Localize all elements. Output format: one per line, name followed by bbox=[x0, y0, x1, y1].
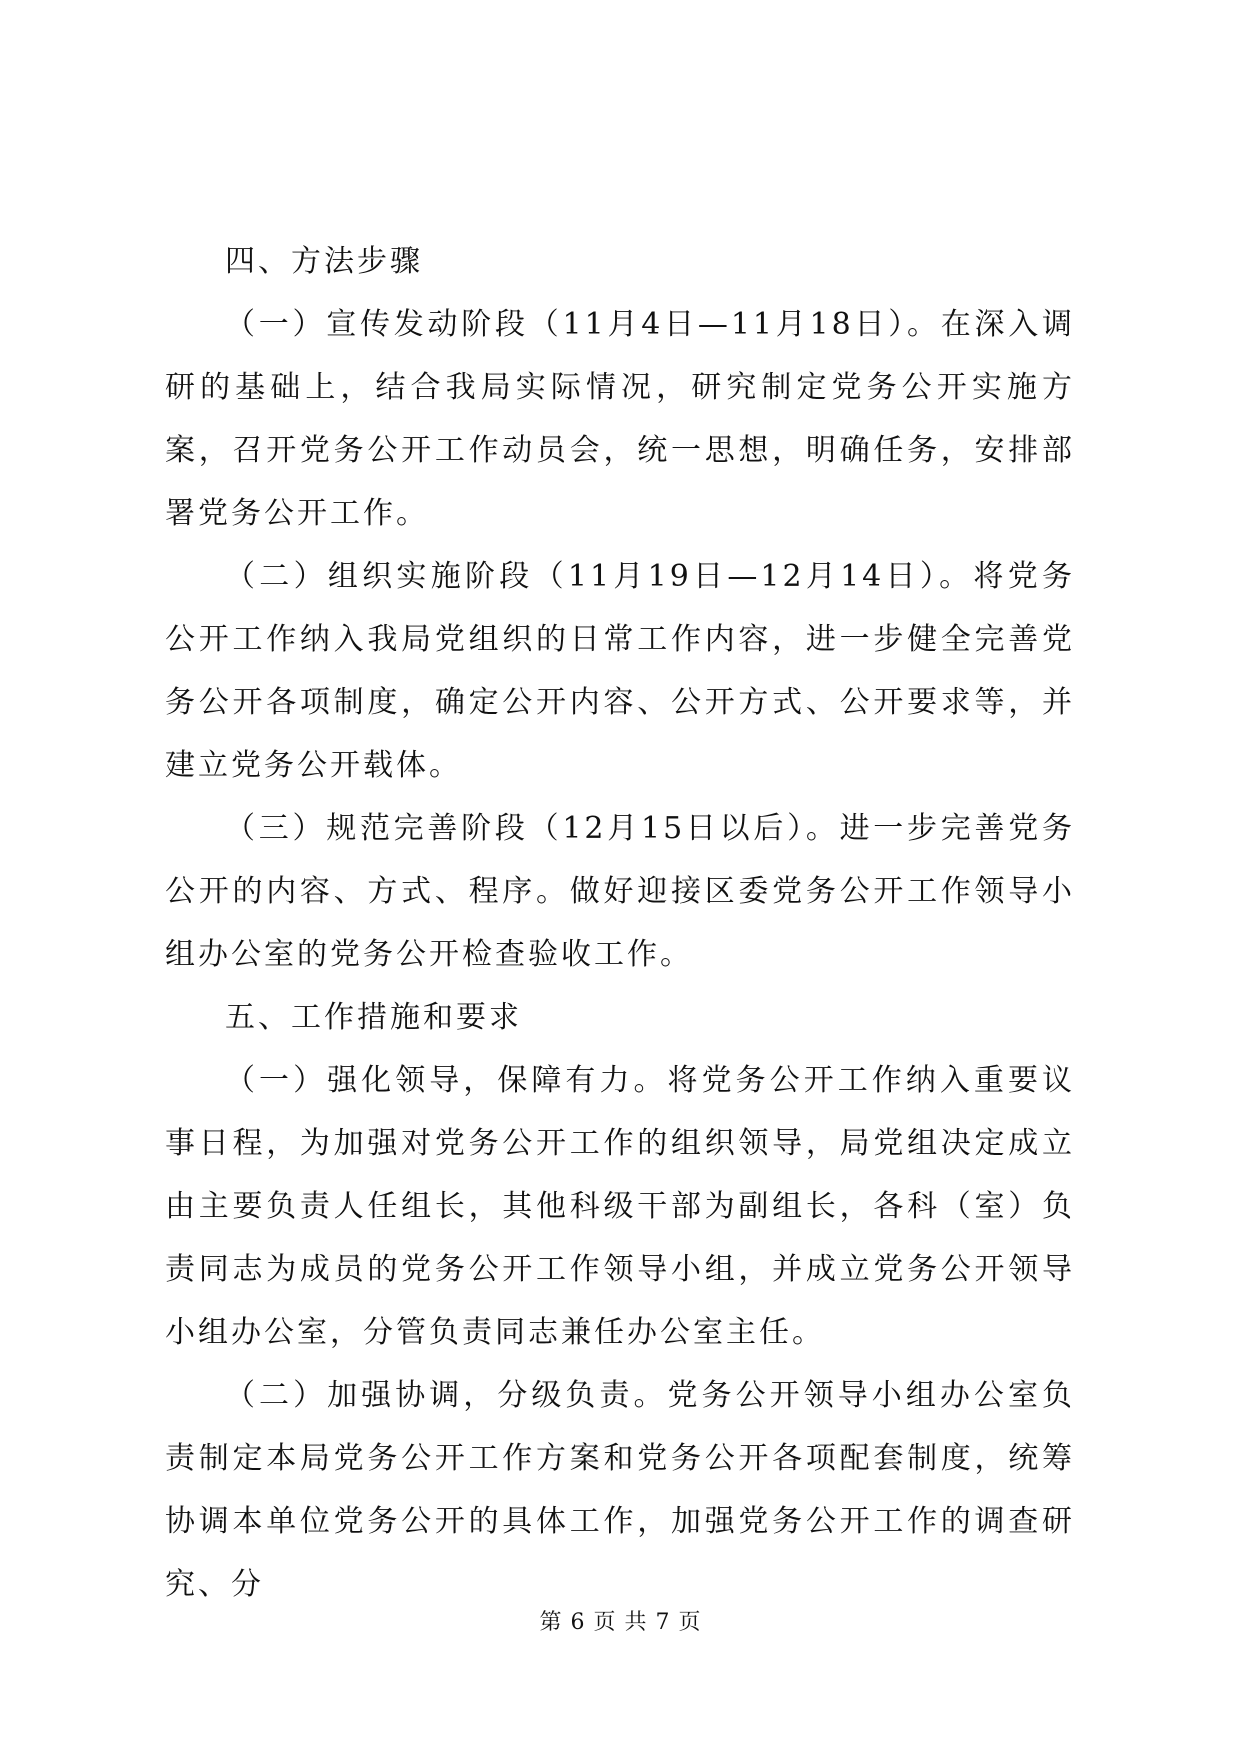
paragraph-publicity-stage: （一）宣传发动阶段（11月4日—11月18日）。在深入调研的基础上，结合我局实际情况，研究制定党务公开实施方案，召开党务公开工作动员会，统一思想，明确任务，安排部署党务公开工作。 bbox=[165, 307, 1075, 531]
paragraph-leadership: （一）强化领导，保障有力。将党务公开工作纳入重要议事日程，为加强对党务公开工作的组织领导，局党组决定成立由主要负责人任组长，其他科级干部为副组长，各科（室）负责同志为成员的党务公开工作领导小组，并成立党务公开领导小组办公室，分管负责同志兼任办公室主任。 bbox=[165, 1063, 1075, 1350]
page-number-footer: 第 6 页 共 7 页 bbox=[539, 1610, 702, 1635]
paragraph-improvement-stage: （三）规范完善阶段（12月15日以后）。进一步完善党务公开的内容、方式、程序。做好迎接区委党务公开工作领导小组办公室的党务公开检查验收工作。 bbox=[165, 811, 1075, 972]
section-heading-measures: 五、工作措施和要求 bbox=[225, 1000, 522, 1035]
section-heading-methods: 四、方法步骤 bbox=[225, 244, 423, 279]
document-body bbox=[165, 230, 1075, 1616]
paragraph-coordination: （二）加强协调，分级负责。党务公开领导小组办公室负责制定本局党务公开工作方案和党务公开各项配套制度，统筹协调本单位党务公开的具体工作，加强党务公开工作的调查研究、分 bbox=[165, 1378, 1075, 1602]
paragraph-implementation-stage: （二）组织实施阶段（11月19日—12月14日）。将党务公开工作纳入我局党组织的日常工作内容，进一步健全完善党务公开各项制度，确定公开内容、公开方式、公开要求等，并建立党务公开载体。 bbox=[165, 559, 1075, 783]
